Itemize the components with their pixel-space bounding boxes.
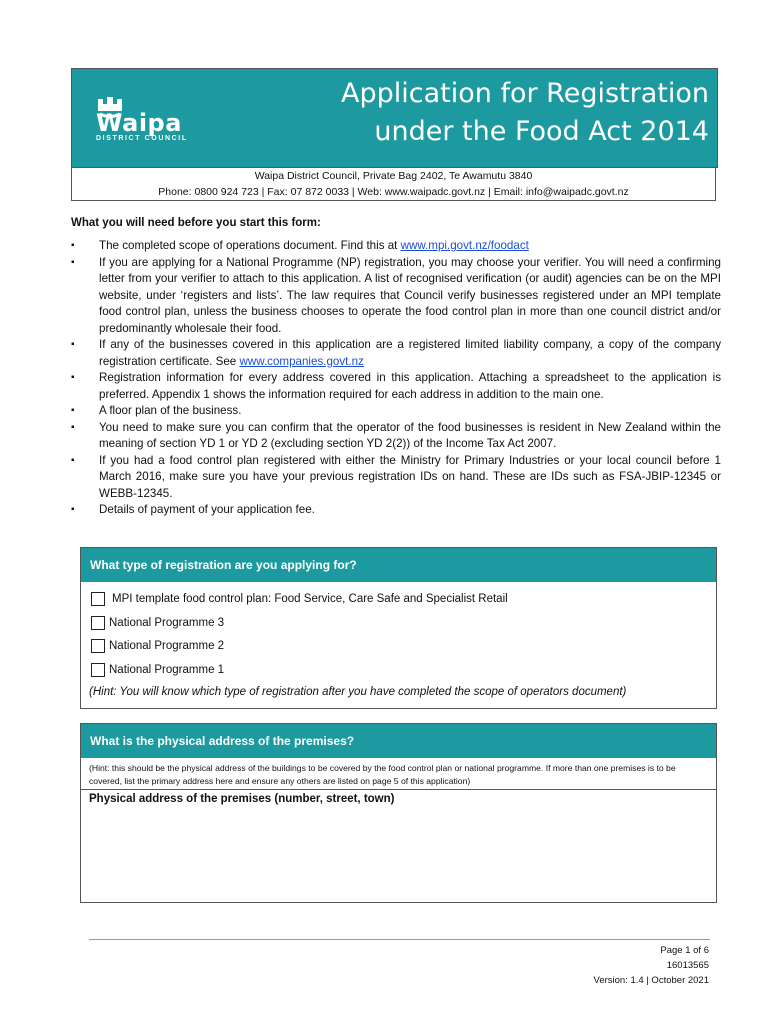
- title-line-1: Application for Registration: [341, 78, 709, 109]
- requirement-text: The completed scope of operations document. Find this at: [99, 239, 401, 252]
- list-item: [71, 453, 721, 503]
- bullet-icon: ▪: [71, 240, 75, 251]
- requirement-text: If you had a food control plan registered with either the Ministry for Primary Industries or your local council before 1 March 2016, make sure you have your previous registration IDs on hand. These are IDs such as FSA-JBIP-12345 or WEBB-12345.: [99, 453, 721, 500]
- bullet-icon: ▪: [71, 372, 75, 383]
- option-np1: [81, 659, 716, 683]
- list-item: [71, 238, 721, 255]
- address-field-label: Physical address of the premises (number, street, town): [89, 793, 395, 805]
- version-info: Version: 1.4 | October 2021: [593, 975, 709, 986]
- bullet-icon: ▪: [71, 421, 75, 433]
- contact-info: [71, 166, 716, 201]
- list-item: [71, 337, 721, 370]
- option-label: National Programme 2: [109, 640, 225, 652]
- requirement-text: Details of payment of your application fee.: [99, 503, 315, 516]
- option-np2: [81, 635, 716, 659]
- requirement-text: You need to make sure you can confirm that the operator of the food businesses is resident in New Zealand within the meaning of section YD 1 or YD 2 (excluding section YD 2(2)) of the Income Tax Act 2007.: [99, 420, 721, 450]
- mpi-foodact-link[interactable]: www.mpi.govt.nz/foodact: [400, 239, 529, 252]
- requirement-text: If any of the businesses covered in this application are a registered limited liability company, a copy of the company registration certificate. See: [99, 338, 721, 368]
- bullet-icon: ▪: [71, 454, 75, 466]
- requirement-text: A floor plan of the business.: [99, 404, 242, 417]
- option-np3: [81, 612, 716, 636]
- option-mpi-template: [81, 588, 716, 612]
- np1-checkbox[interactable]: [91, 663, 105, 677]
- premises-section: [80, 723, 717, 903]
- header-banner: [71, 68, 718, 168]
- page-number: Page 1 of 6: [660, 945, 709, 956]
- registration-type-section: [80, 547, 717, 709]
- bullet-icon: ▪: [71, 256, 75, 268]
- logo-name: Waipa: [96, 109, 182, 137]
- bullet-icon: ▪: [71, 405, 75, 416]
- companies-link[interactable]: www.companies.govt.nz: [239, 354, 364, 368]
- option-label: MPI template food control plan: Food Service, Care Safe and Specialist Retail: [112, 593, 508, 605]
- requirements-heading: What you will need before you start this form:: [71, 217, 321, 229]
- requirements-list: [71, 238, 721, 519]
- list-item: [71, 420, 721, 453]
- list-item: [71, 403, 721, 420]
- contact-address: Waipa District Council, Private Bag 2402, Te Awamutu 3840: [254, 170, 533, 182]
- premises-hint: (Hint: this should be the physical address of the buildings to be covered by the food control plan or national programme. If more than one premises is to be covered, list the primary address here and ensure any others are listed on page 5 of this application): [81, 758, 716, 790]
- list-item: [71, 255, 721, 338]
- np3-checkbox[interactable]: [91, 616, 105, 630]
- footer: [594, 943, 709, 988]
- contact-details: Phone: 0800 924 723 | Fax: 07 872 0033 | Web: www.waipadc.govt.nz | Email: info@waipadc.govt.nz: [158, 186, 629, 198]
- registration-type-heading: What type of registration are you applying for?: [81, 548, 716, 582]
- logo-subtitle: DISTRICT COUNCIL: [96, 135, 188, 142]
- requirement-text: Registration information for every address covered in this application. Attaching a spreadsheet to the application is preferred. Appendix 1 shows the information required for each address in addition to the main one.: [99, 371, 721, 401]
- option-label: National Programme 1: [109, 663, 225, 676]
- option-label: National Programme 3: [109, 616, 225, 629]
- page-title: [341, 75, 709, 151]
- list-item: [71, 370, 721, 403]
- premises-heading: What is the physical address of the premises?: [81, 724, 716, 758]
- mpi-template-checkbox[interactable]: [91, 592, 105, 606]
- list-item: [71, 502, 721, 519]
- title-line-2: under the Food Act 2014: [374, 116, 709, 147]
- address-input-area[interactable]: [81, 810, 716, 902]
- bullet-icon: ▪: [71, 504, 75, 515]
- registration-hint: (Hint: You will know which type of registration after you have completed the scope of operators document): [89, 686, 627, 698]
- requirement-text: If you are applying for a National Programme (NP) registration, you may choose your verifier. You will need a confirming letter from your verifier to attach to this application. A list of recognised verification (or audit) agencies can be on the MPI website, under ‘registers and lists’. The law requires that Council verify businesses registered under an MPI template food control plan, unless the business chooses to operate the food control plan in more than one council district and/or predominantly wholesale their food.: [99, 255, 721, 335]
- footer-divider: [89, 939, 710, 940]
- bullet-icon: ▪: [71, 339, 75, 350]
- document-id: 16013565: [666, 960, 709, 971]
- np2-checkbox[interactable]: [91, 639, 105, 653]
